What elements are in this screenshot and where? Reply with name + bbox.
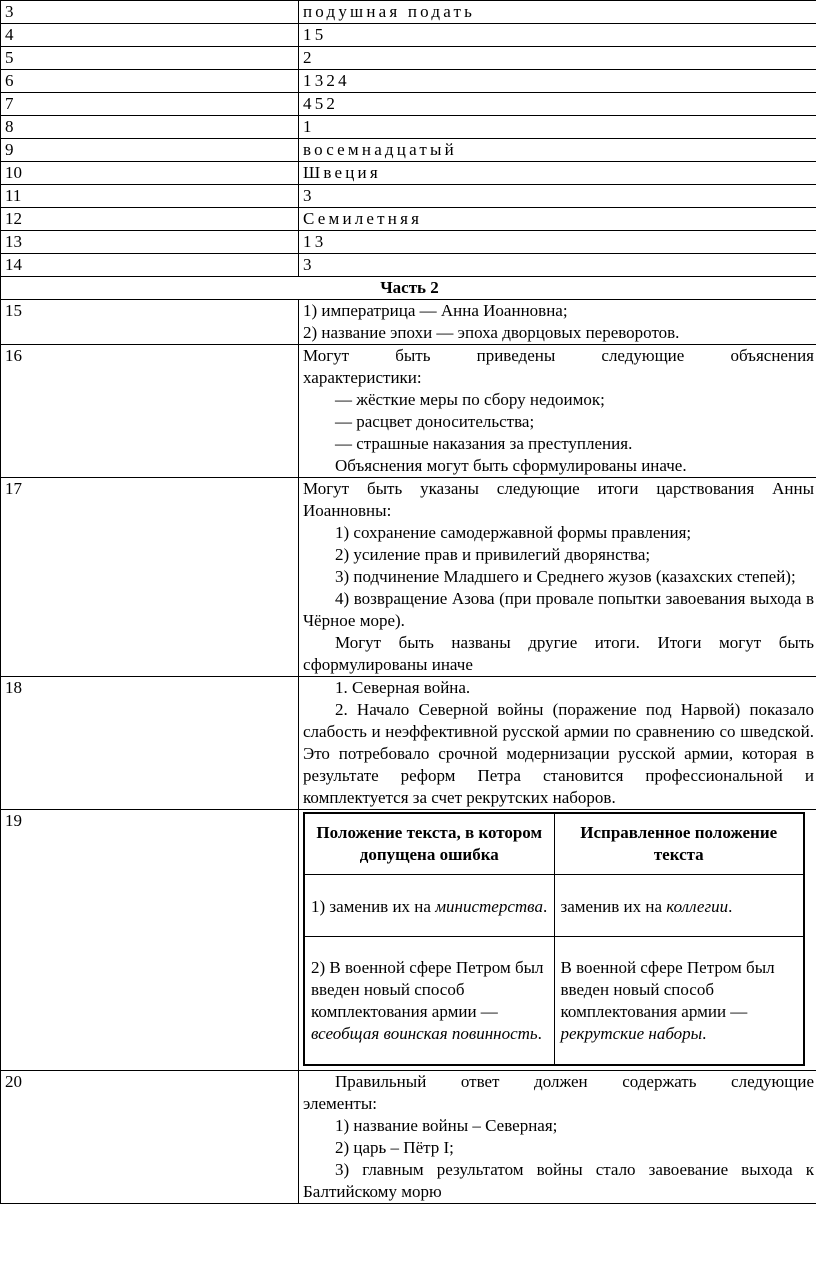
question-number: 14 (1, 254, 299, 277)
answer-item: 1) название войны – Северная; (335, 1115, 558, 1135)
answer-value: восемнадцатый (299, 139, 816, 162)
answer-item: 2. Начало Северной войны (поражение под Нарвой) показало слабость и неэффективной русской армии по сравнению со шведской. Это потребовало срочной модернизации русской армии, которая в результате реформ Петра становится профессиональной и комплектуется за счет рекрутских наборов. (303, 700, 814, 807)
answer-item: 2) царь – Пётр I; (335, 1137, 454, 1157)
answer-item: 1. Северная война. (335, 678, 471, 697)
answer-intro: Правильный ответ должен содержать следующие элементы: (303, 1071, 814, 1113)
table-row (1, 47, 816, 70)
question-number: 8 (1, 116, 299, 139)
table-row (1, 139, 816, 162)
answer-intro: Могут быть приведены следующие объяснения характеристики: (303, 346, 814, 387)
table-row (1, 185, 816, 208)
answer-cell (299, 677, 816, 810)
answer-value: Семилетняя (299, 208, 816, 231)
table-row-16 (1, 345, 816, 478)
table-row-17 (1, 478, 816, 677)
answer-note: Объяснения могут быть сформулированы иначе. (335, 456, 687, 475)
table-row-15 (1, 300, 816, 345)
answer-value: 15 (299, 24, 816, 47)
answer-item: 1) сохранение самодержавной формы правления; (335, 523, 692, 542)
answer-value: 1324 (299, 70, 816, 93)
question-number: 10 (1, 162, 299, 185)
answer-value: подушная подать (299, 1, 816, 24)
question-number: 4 (1, 24, 299, 47)
table-row (1, 24, 816, 47)
question-number: 16 (1, 345, 299, 478)
question-number: 3 (1, 1, 299, 24)
table-row-20 (1, 1070, 816, 1203)
answer-item: 4) возвращение Азова (при провале попытки завоевания выхода в Чёрное море). (303, 589, 814, 630)
error-text-cell: 1) заменив их на министерства. (304, 875, 554, 937)
answer-item: — жёсткие меры по сбору недоимок; (335, 390, 605, 409)
table-row (1, 254, 816, 277)
answer-item: — расцвет доносительства; (335, 412, 535, 431)
answer-cell (299, 478, 816, 677)
table-row (1, 116, 816, 139)
answer-value: 3 (299, 254, 816, 277)
answer-value: 452 (299, 93, 816, 116)
part-2-heading: Часть 2 (1, 277, 816, 300)
question-number: 19 (1, 810, 299, 1071)
answer-cell (299, 345, 816, 478)
part-2-row (1, 277, 816, 300)
question-number: 20 (1, 1070, 299, 1203)
column-header-error: Положение текста, в котором допущена ошибка (304, 813, 554, 875)
question-number: 13 (1, 231, 299, 254)
corrected-text-cell: заменив их на коллегии. (554, 875, 804, 937)
answer-intro: Могут быть указаны следующие итоги царствования Анны Иоанновны: (303, 479, 814, 520)
answer-item: 2) усиление прав и привилегий дворянства; (335, 545, 651, 564)
answer-item: 3) подчинение Младшего и Среднего жузов (казахских степей); (335, 567, 796, 586)
corrected-text-cell: В военной сфере Петром был введен новый способ комплектования армии — рекрутские наборы. (554, 937, 804, 1065)
table-row (1, 93, 816, 116)
error-text-cell: 2) В военной сфере Петром был введен новый способ комплектования армии — всеобщая воинская повинность. (304, 937, 554, 1065)
question-number: 5 (1, 47, 299, 70)
question-number: 9 (1, 139, 299, 162)
question-number: 18 (1, 677, 299, 810)
table-row (1, 208, 816, 231)
column-header-corrected: Исправленное положение текста (554, 813, 804, 875)
answer-value: Швеция (299, 162, 816, 185)
answer-value: 1 (299, 116, 816, 139)
answer-cell (299, 1070, 816, 1203)
answer-value: 13 (299, 231, 816, 254)
answer-item: 3) главным результатом войны стало завоевание выхода к Балтийскому морю (303, 1159, 814, 1201)
answer-line: 1) императрица — Анна Иоанновна; (303, 301, 568, 320)
question-number: 11 (1, 185, 299, 208)
question-number: 12 (1, 208, 299, 231)
question-number: 17 (1, 478, 299, 677)
correction-table (303, 812, 805, 1066)
table-row (1, 1, 816, 24)
table-row (1, 162, 816, 185)
answer-value: 3 (299, 185, 816, 208)
answer-item: — страшные наказания за преступления. (335, 434, 633, 453)
question-number: 15 (1, 300, 299, 345)
question-number: 7 (1, 93, 299, 116)
answer-note: Могут быть названы другие итоги. Итоги могут быть сформулированы иначе (303, 633, 814, 674)
answer-cell (299, 300, 816, 345)
answer-value: 2 (299, 47, 816, 70)
answer-cell (299, 810, 816, 1071)
question-number: 6 (1, 70, 299, 93)
table-row-18 (1, 677, 816, 810)
table-row (1, 231, 816, 254)
table-row-19 (1, 810, 816, 1071)
answer-line: 2) название эпохи — эпоха дворцовых переворотов. (303, 323, 680, 342)
table-row (1, 70, 816, 93)
